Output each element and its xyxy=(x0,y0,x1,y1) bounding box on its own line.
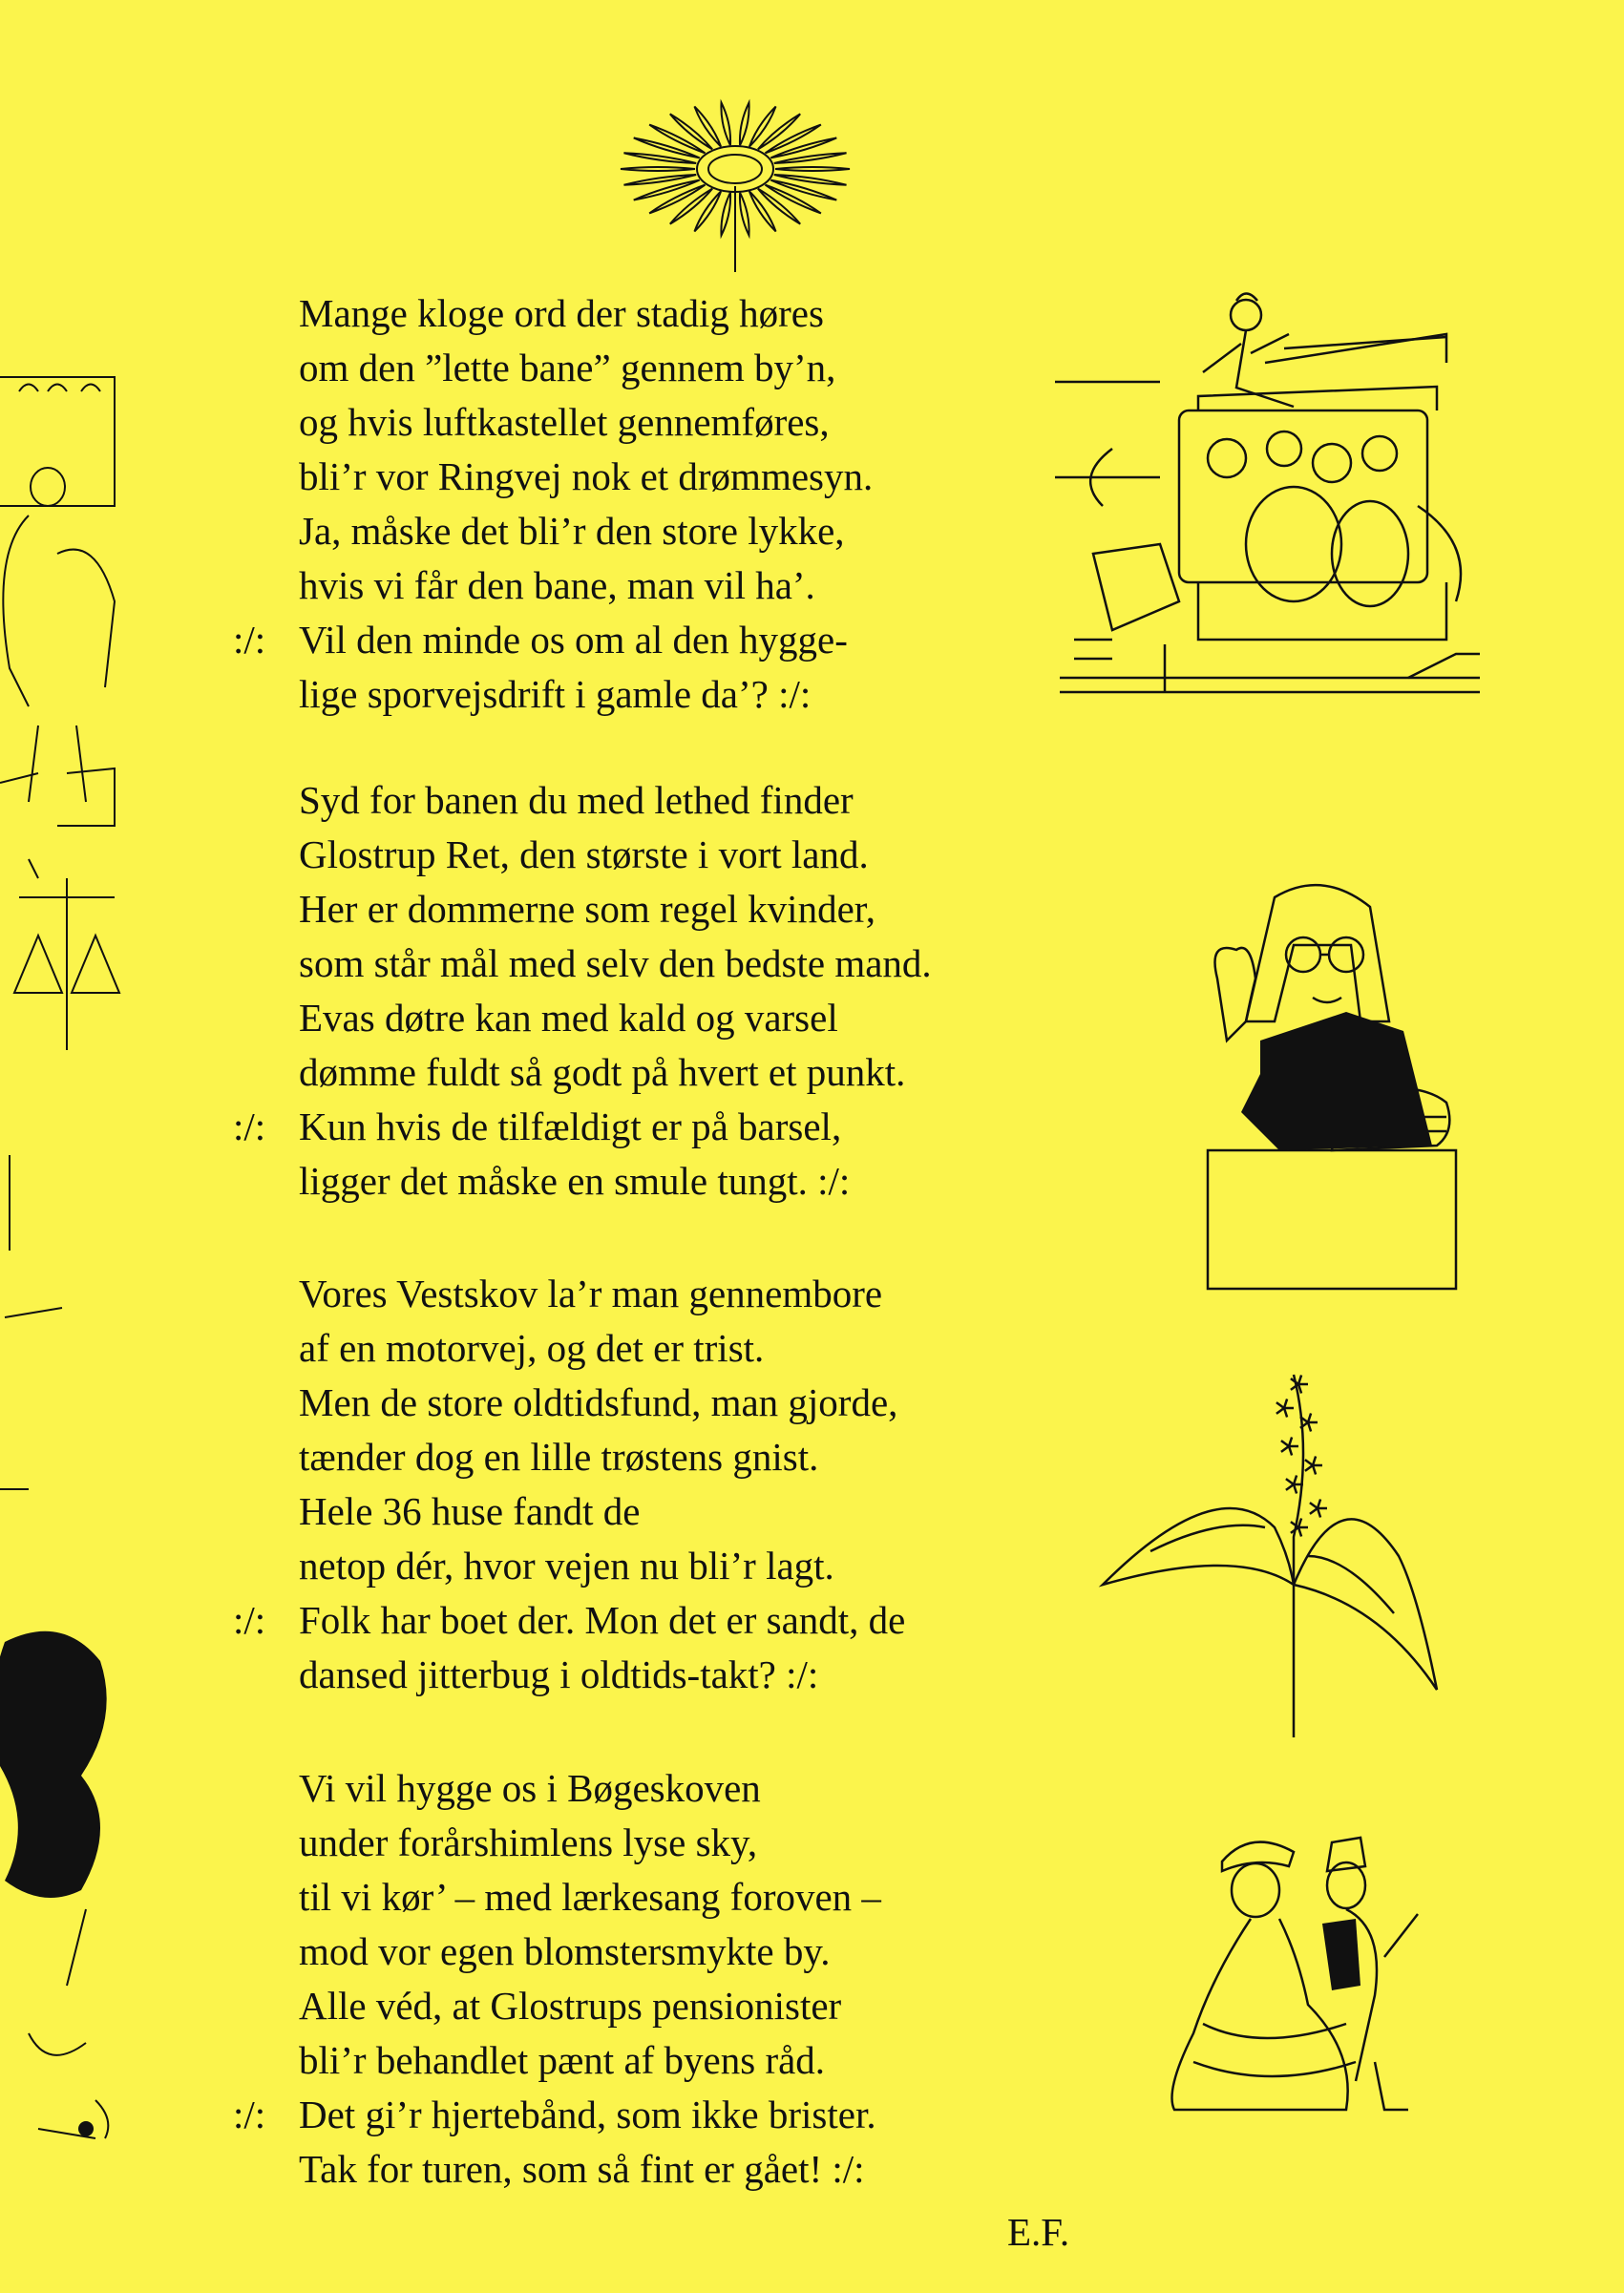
verse-line: Hele 36 huse fandt de xyxy=(299,1489,641,1533)
blossom-stroke xyxy=(1286,1479,1294,1484)
verse-line: Det gi’r hjertebånd, som ikke brister. xyxy=(299,2093,876,2136)
verse-line: Ja, måske det bli’r den store lykke, xyxy=(299,509,845,553)
repeat-mark: :/: xyxy=(233,1598,266,1642)
verse-line: Tak for turen, som så fint er gået! :/: xyxy=(299,2147,865,2191)
blossom-stroke xyxy=(1298,1384,1301,1394)
verse-line: hvis vi får den bane, man vil ha’. xyxy=(299,563,815,607)
verse-line: dømme fuldt så godt på hvert et punkt. xyxy=(299,1050,906,1094)
daisy-petal xyxy=(721,103,730,146)
blossom-stroke xyxy=(1308,1413,1311,1422)
verse-line: som står mål med selv den bedste mand. xyxy=(299,941,932,985)
verse-line: om den ”lette bane” gennem by’n, xyxy=(299,346,836,389)
blossom-stroke xyxy=(1308,1422,1311,1432)
verse-line: Men de store oldtidsfund, man gjorde, xyxy=(299,1380,898,1424)
daisy-flower-icon xyxy=(611,91,859,277)
verse-line: Kun hvis de tilfældigt er på barsel, xyxy=(299,1104,842,1148)
lily-of-valley-drawing-icon xyxy=(1103,1365,1456,1747)
blossom-stroke xyxy=(1313,1456,1316,1465)
verse-line: bli’r behandlet pænt af byens råd. xyxy=(299,2038,826,2082)
blossom-stroke xyxy=(1298,1527,1301,1537)
blossom-stroke xyxy=(1284,1408,1287,1418)
blossom-stroke xyxy=(1318,1508,1320,1518)
blossom-stroke xyxy=(1294,1484,1297,1494)
daisy-petal xyxy=(740,103,749,146)
verse-line: Vil den minde os om al den hygge- xyxy=(299,618,848,662)
verse-line: Syd for banen du med lethed finder xyxy=(299,778,854,822)
repeat-mark: :/: xyxy=(233,2093,266,2136)
blossom-stroke xyxy=(1298,1375,1301,1384)
verse-line: netop dér, hvor vejen nu bli’r lagt. xyxy=(299,1544,834,1588)
author-signature: E.F. xyxy=(1007,2210,1070,2254)
blossom-stroke xyxy=(1298,1518,1301,1527)
daisy-petal xyxy=(621,167,695,171)
blossom-stroke xyxy=(1289,1437,1292,1446)
blossom-stroke xyxy=(1276,1408,1284,1414)
dancing-couple-drawing-icon xyxy=(1155,1833,1442,2119)
blossom-stroke xyxy=(1310,1508,1318,1514)
blossom-stroke xyxy=(1289,1446,1292,1456)
verse-line: tænder dog en lille trøstens gnist. xyxy=(299,1435,819,1479)
verse-line: Vores Vestskov la’r man gennembore xyxy=(299,1272,883,1315)
blossom-stroke xyxy=(1276,1402,1284,1408)
blossom-stroke xyxy=(1313,1465,1316,1475)
verse-line: og hvis luftkastellet gennemføres, xyxy=(299,400,830,444)
verse-line: Vi vil hygge os i Bøgeskoven xyxy=(299,1766,761,1810)
verse-line: Folk har boet der. Mon det er sandt, de xyxy=(299,1598,906,1642)
blossom-stroke xyxy=(1284,1399,1287,1408)
blossom-stroke xyxy=(1281,1441,1289,1446)
blossom-stroke xyxy=(1310,1503,1318,1508)
repeat-mark: :/: xyxy=(233,1104,266,1148)
blossom-stroke xyxy=(1281,1446,1289,1452)
verse-line: under forårshimlens lyse sky, xyxy=(299,1820,758,1864)
verse-line: af en motorvej, og det er trist. xyxy=(299,1326,765,1370)
verse-line: til vi kør’ – med lærkesang foroven – xyxy=(299,1875,881,1919)
blossom-stroke xyxy=(1286,1484,1294,1490)
blossom-stroke xyxy=(1294,1475,1297,1484)
verse-line: mod vor egen blomstersmykte by. xyxy=(299,1929,831,1973)
verse-line: Alle véd, at Glostrups pensionister xyxy=(299,1984,842,2028)
blossom-stroke xyxy=(1305,1465,1313,1471)
verse-line: ligger det måske en smule tungt. :/: xyxy=(299,1159,851,1203)
judge-woman-drawing-icon xyxy=(1160,873,1466,1294)
daisy-petal xyxy=(740,193,749,236)
daisy-petal xyxy=(721,193,730,236)
verse-line: Her er dommerne som regel kvinder, xyxy=(299,887,876,931)
verse-line: Mange kloge ord der stadig høres xyxy=(299,291,824,335)
verse-line: bli’r vor Ringvej nok et drømmesyn. xyxy=(299,454,874,498)
verse-line: Glostrup Ret, den største i vort land. xyxy=(299,832,869,876)
blossom-stroke xyxy=(1305,1460,1313,1465)
blossom-stroke xyxy=(1318,1499,1320,1508)
repeat-mark: :/: xyxy=(233,618,266,662)
daisy-petal xyxy=(775,167,850,171)
verse-line: lige sporvejsdrift i gamle da’? :/: xyxy=(299,672,812,716)
tram-passengers-drawing-icon xyxy=(1055,267,1485,716)
verse-line: Evas døtre kan med kald og varsel xyxy=(299,996,838,1040)
left-margin-figures-icon xyxy=(0,363,153,2177)
verse-line: dansed jitterbug i oldtids-takt? :/: xyxy=(299,1652,819,1696)
